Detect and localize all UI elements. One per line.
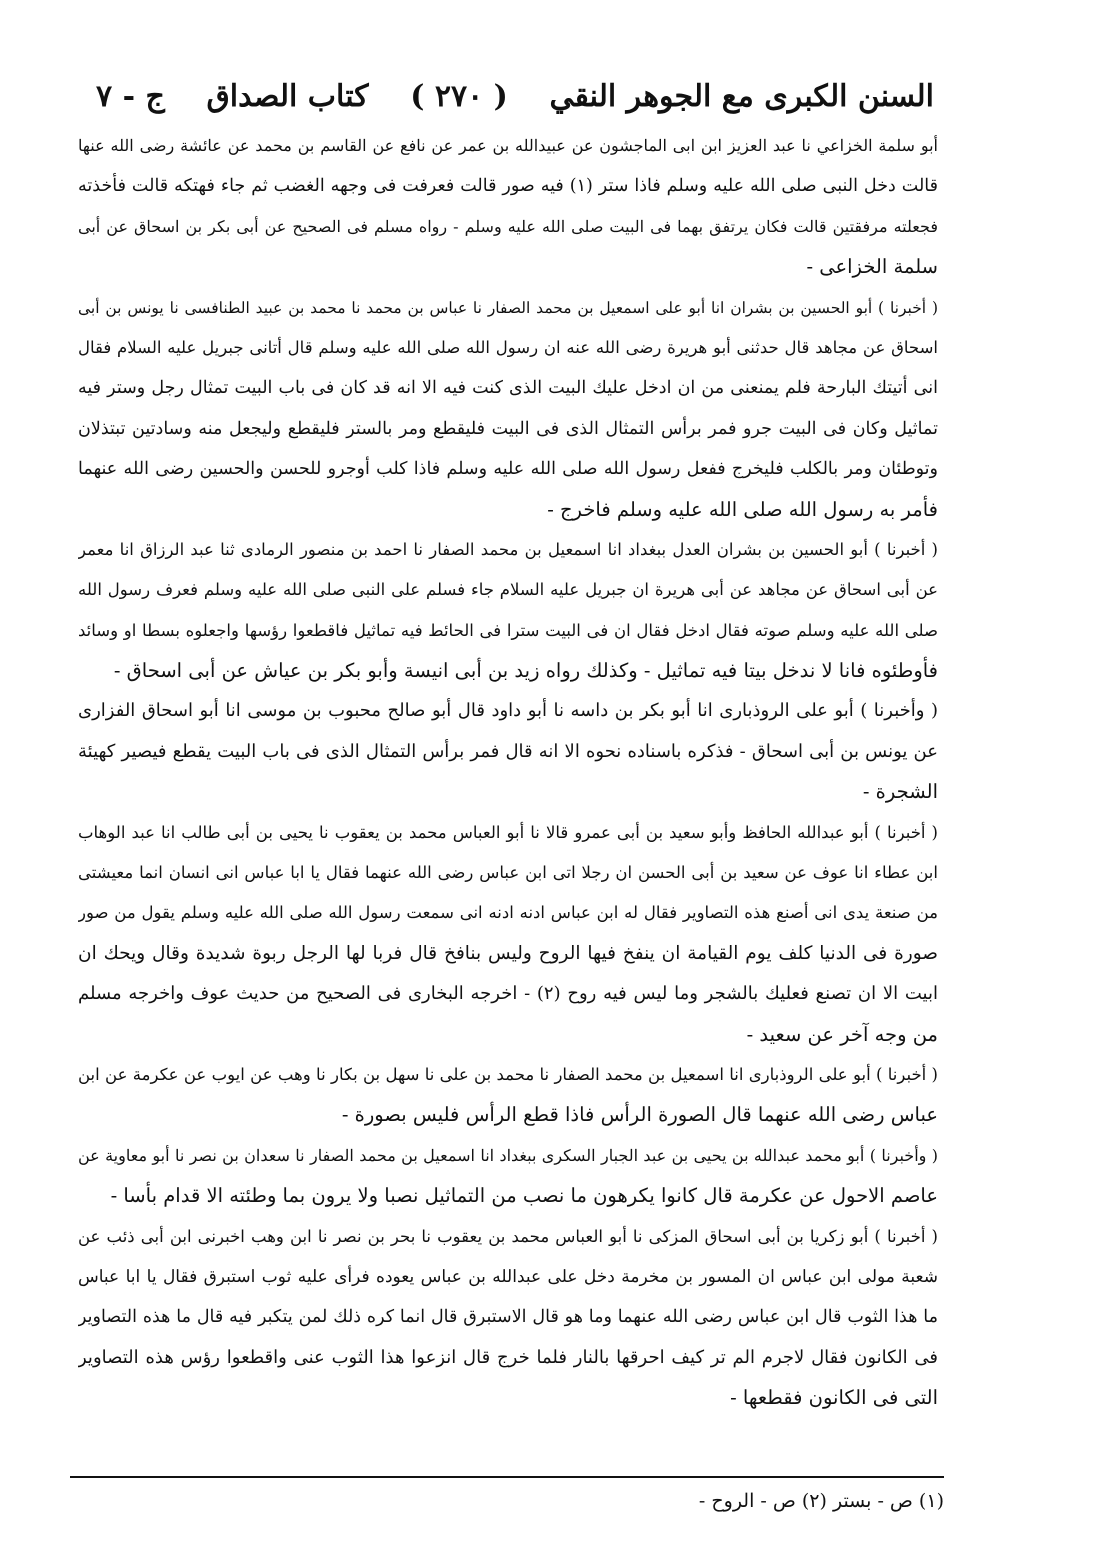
text-line: عباس رضى الله عنهما قال الصورة الرأس فاذا قطع الرأس فليس بصورة - (341, 1103, 938, 1127)
text-line: ابيت الا ان تصنع فعليك بالشجر وما ليس فيه روح (٢) - اخرجه البخارى فى الصحيح من حديث عوف واخرجه مسلم (78, 983, 938, 1005)
page-number: ( ٢٧٠ ) (410, 78, 508, 114)
chapter-title: كتاب الصداق (206, 78, 369, 114)
paragraph (78, 530, 938, 692)
text-line: انى أتيتك البارحة فلم يمنعنى من ان ادخل عليك البيت الذى كنت فيه الا انه قد كان فى باب البيت تمثال رجل وستر فيه (78, 378, 938, 399)
text-line: صورة فى الدنيا كلف يوم القيامة ان ينفخ فيها الروح وليس بنافخ قال فربا لها الرجل ربوة شديدة وقال ويحك ان (78, 942, 938, 964)
text-line: ما هذا الثوب قال ابن عباس رضى الله عنهما وما هو قال الاستبرق قال انما كره ذلك لمن يتكبر فيه قال ما هذه التصاوير (78, 1307, 938, 1328)
text-line: فى الكانون فقال لاجرم الم تر كيف احرقها بالنار فلما خرج قال انزعوا هذا الثوب عنى واقطعوا رؤس هذه التصاوير (78, 1346, 938, 1368)
footnote-divider (70, 1476, 944, 1478)
text-line: ( أخبرنا ) أبو عبدالله الحافظ وأبو سعيد بن أبى عمرو قالا نا أبو العباس محمد بن يعقوب نا يحيى بن أبى طالب انا عبد الوهاب (78, 822, 938, 842)
footnote: (١) ص - بستر (٢) ص - الروح - (698, 1490, 944, 1512)
text-line: ( أخبرنا ) أبو الحسين بن بشران العدل ببغداد انا اسمعيل بن محمد الصفار نا احمد بن منصور الرمادى ثنا عبد الرزاق انا معمر (78, 539, 938, 559)
text-line: صلى الله عليه وسلم صوته فقال ادخل فقال ان فى البيت سترا فى الحائط فيه تماثيل فاقطعوا رؤسها واجعلوه بسطا او وسائد (78, 620, 938, 640)
text-line: ( وأخبرنا ) أبو محمد عبدالله بن يحيى بن عبد الجبار السكرى ببغداد انا اسمعيل بن محمد الصفار نا سعدان بن نصر نا أبو معاوية عن (78, 1145, 938, 1165)
text-line: ( أخبرنا ) أبو على الروذبارى انا اسمعيل بن محمد الصفار نا محمد بن على نا سهل بن بكار نا وهب عن ايوب عن عكرمة عن ابن (78, 1064, 938, 1084)
text-line: أبو سلمة الخزاعي نا عبد العزيز ابن ابى الماجشون عن عبيدالله بن عمر عن نافع عن القاسم بن محمد عن عائشة رضى الله عنها (78, 136, 938, 155)
text-line: عاصم الاحول عن عكرمة قال كانوا يكرهون ما نصب من التماثيل نصبا ولا يرون بما وطئته الا قدام بأسا - (110, 1184, 938, 1208)
text-line: ( أخبرنا ) أبو زكريا بن أبى اسحاق المزكى نا أبو العباس محمد بن يعقوب نا بحر بن نصر نا ابن وهب اخبرنى ابن أبى ذئب عن (78, 1226, 938, 1246)
paragraph (78, 691, 938, 812)
text-line: من وجه آخر عن سعيد - (746, 1022, 938, 1046)
text-line: قالت دخل النبى صلى الله عليه وسلم فاذا ستر (١) فيه صور قالت فعرفت فى وجهه الغضب ثم جاء فهتكه قالت فأخذته (78, 176, 938, 197)
text-line: من صنعة يدى انى أصنع هذه التصاوير فقال له ابن عباس ادنه ادنه انى سمعت رسول الله صلى الله عليه وسلم يقول من صور (78, 903, 938, 923)
text-line: فجعلته مرفقتين قالت فكان يرتفق بهما فى البيت صلى الله عليه وسلم - رواه مسلم فى الصحيح عن أبى بكر بن اسحاق عن أبى (78, 216, 938, 236)
text-line: فأمر به رسول الله صلى الله عليه وسلم فاخرج - (547, 497, 938, 521)
text-line: ( وأخبرنا ) أبو على الروذبارى انا أبو بكر بن داسه نا أبو داود قال أبو صالح محبوب بن موسى انا أبو اسحاق الفزارى (78, 700, 938, 722)
text-line: اسحاق عن مجاهد قال حدثنى أبو هريرة رضى الله عنه ان رسول الله صلى الله عليه وسلم قال أتانى جبريل عليه السلام فقال (78, 337, 938, 357)
text-line: فأوطئوه فانا لا ندخل بيتا فيه تماثيل - وكذلك رواه زيد بن أبى انيسة وأبو بكر بن عياش عن أبى اسحاق - (113, 659, 938, 683)
text-line: عن أبى اسحاق عن مجاهد عن أبى هريرة ان جبريل عليه السلام جاء فسلم على النبى صلى الله عليه وسلم فعرف رسول الله (78, 580, 938, 600)
page-header (96, 70, 934, 122)
paragraph (78, 126, 938, 288)
text-line: الشجرة - (862, 780, 938, 804)
text-line: سلمة الخزاعى - (806, 255, 938, 279)
paragraph (78, 1217, 938, 1419)
text-line: ( أخبرنا ) أبو الحسين بن بشران انا أبو على اسمعيل بن محمد الصفار نا عباس بن محمد نا محمد بن عبيد الطنافسى نا يونس بن أبى (78, 298, 938, 317)
volume-number: ج - ٧ (96, 78, 165, 114)
text-line: التى فى الكانون فقطعها - (730, 1386, 938, 1410)
text-line: تماثيل وكان فى البيت جرو فمر برأس التمثال الذى فى البيت فليقطع ومر بالستر فليقطع وليجعل منه وسادتين تبتذلان (78, 418, 938, 439)
paragraph (78, 1136, 938, 1217)
text-line: وتوطئان ومر بالكلب فليخرج ففعل رسول الله صلى الله عليه وسلم فاذا كلب أوجرو للحسن والحسين رضى الله عنهما (78, 459, 938, 480)
paragraph (78, 1055, 938, 1136)
paragraph (78, 813, 938, 1055)
paragraph (78, 288, 938, 530)
page-body (78, 126, 938, 1419)
text-line: عن يونس بن أبى اسحاق - فذكره باسناده نحوه الا انه قال فمر برأس التمثال الذى فى باب البيت يقطع فيصير كهيئة (78, 740, 938, 762)
text-line: شعبة مولى ابن عباس ان المسور بن مخرمة دخل على عبدالله بن عباس يعوده فرأى عليه ثوب استبرق فقال يا ابا عباس (78, 1266, 938, 1287)
text-line: ابن عطاء انا عوف عن سعيد بن أبى الحسن ان رجلا اتى ابن عباس رضى الله عنهما فقال يا ابا عباس انى انسان انما معيشتى (78, 863, 938, 883)
running-title: السنن الكبرى مع الجوهر النقي (549, 78, 934, 114)
